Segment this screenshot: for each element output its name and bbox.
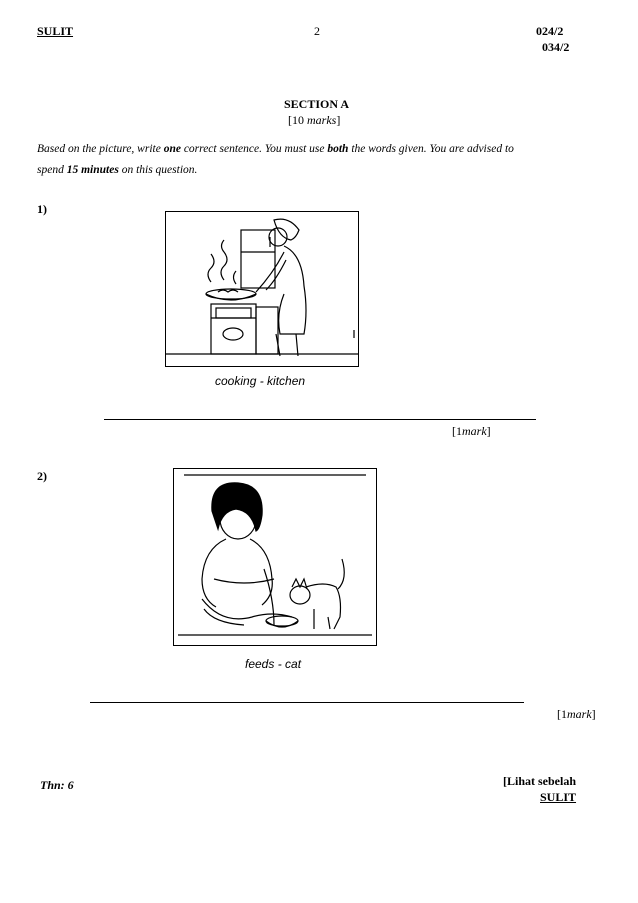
section-title: SECTION A <box>284 97 350 111</box>
question-2-number: 2) <box>37 469 47 483</box>
paper-code-2: 034/2 <box>542 40 570 54</box>
question-1-number: 1) <box>37 202 47 216</box>
section-marks: [10 marks] <box>288 113 341 127</box>
paper-code-1: 024/2 <box>536 24 564 38</box>
question-2-mark: [1mark] <box>557 707 596 721</box>
footer-year: Thn: 6 <box>40 778 74 792</box>
cooking-picture <box>165 211 359 367</box>
footer-next-page: [Lihat sebelah <box>503 774 577 788</box>
instructions: Based on the picture, write one correct sentence. You must use both the words given. You are advised to spend 15 minutes on this question. <box>37 143 514 176</box>
header-sulit: SULIT <box>37 24 74 38</box>
question-2-answer-line[interactable] <box>90 702 524 703</box>
girl-feeding-cat-illustration <box>174 469 376 645</box>
question-1-answer-line[interactable] <box>104 419 536 420</box>
woman-cooking-illustration <box>166 212 358 366</box>
footer-sulit: SULIT <box>540 790 577 804</box>
question-1-mark: [1mark] <box>452 424 491 438</box>
question-2-words: feeds - cat <box>245 657 302 671</box>
question-1-words: cooking - kitchen <box>215 374 306 388</box>
feeding-cat-picture <box>173 468 377 646</box>
page-number: 2 <box>314 24 320 38</box>
